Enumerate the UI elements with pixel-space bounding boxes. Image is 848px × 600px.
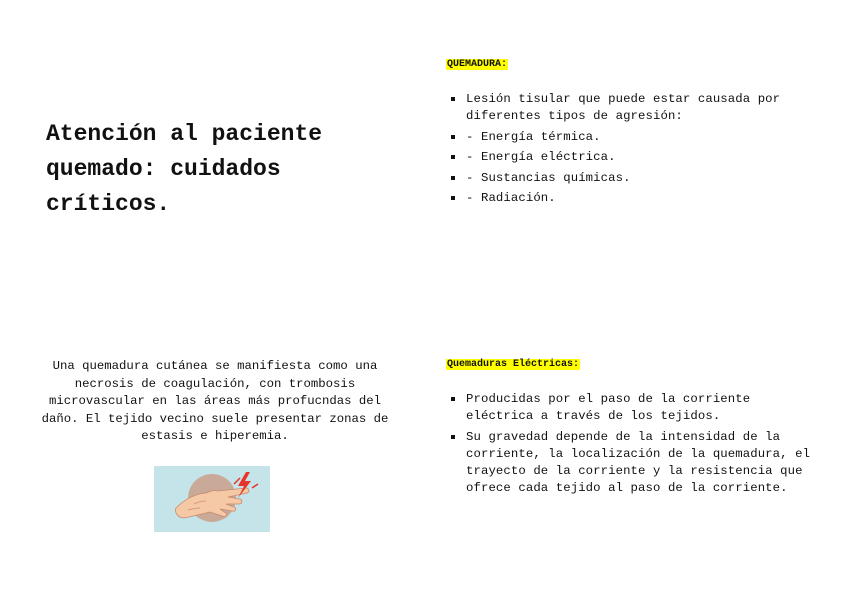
description-paragraph: Una quemadura cutánea se manifiesta como una necrosis de coagulación, con trombosis microvascular en las áreas más profucndas del daño. El tejido vecino suele presentar zonas de estasis e hiperemia. bbox=[41, 359, 389, 443]
electricas-bullet-list bbox=[446, 391, 816, 500]
list-item: - Energía eléctrica. bbox=[446, 149, 806, 166]
list-item: Su gravedad depende de la intensidad de la corriente, la localización de la quemadura, el trayecto de la corriente y la resistencia que ofrece cada tejido al paso de la corriente. bbox=[446, 429, 816, 497]
section-heading-quemadura bbox=[446, 59, 508, 71]
list-item: - Sustancias químicas. bbox=[446, 170, 806, 187]
section-heading-quemaduras-electricas bbox=[446, 359, 580, 371]
list-item: Lesión tisular que puede estar causada por diferentes tipos de agresión: bbox=[446, 91, 806, 125]
list-item: - Energía térmica. bbox=[446, 129, 806, 146]
list-item: Producidas por el paso de la corriente eléctrica a través de los tejidos. bbox=[446, 391, 816, 425]
quemadura-bullet-list bbox=[446, 91, 806, 211]
list-item: - Radiación. bbox=[446, 190, 806, 207]
page-title: Atención al paciente quemado: cuidados críticos. bbox=[46, 121, 323, 217]
highlighted-heading-text: Quemaduras Eléctricas: bbox=[447, 359, 580, 370]
highlighted-heading-text: QUEMADURA: bbox=[447, 59, 508, 70]
burned-hand-lightning-icon bbox=[154, 466, 270, 532]
